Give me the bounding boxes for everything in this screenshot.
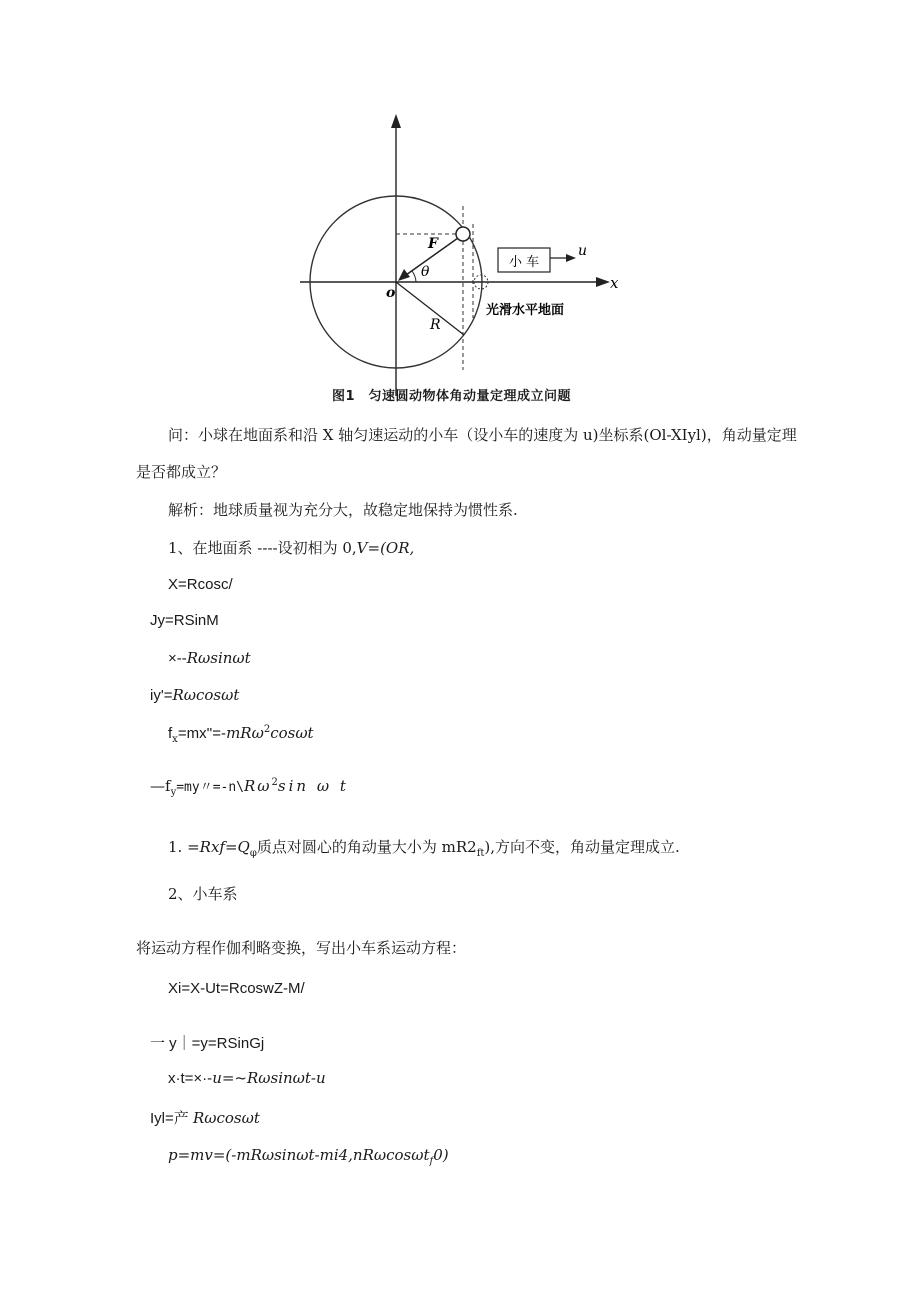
figure-caption: 图1 匀速圆动物体角动量定理成立问题 [332,389,572,404]
section1-heading [168,537,414,558]
circular-motion-figure [290,108,630,408]
force-label: F [428,236,438,252]
conclusion-1-text: 质点对圆心的角动量大小为 mR2 [256,838,477,856]
section2-heading: 2、小车系 [168,885,238,903]
conclusion-1-number: 1. = [168,838,200,856]
equation-x: X=Rcosc/ [168,576,233,593]
equation-fx [168,724,314,745]
equation-fy-sup: 2 [271,777,278,788]
angle-label: θ [421,264,430,280]
equation-vy [150,686,239,704]
radius-label: R [430,317,441,333]
equation-y: Jy=RSinM [150,612,219,629]
equation-vxi-prefix: x·t=×·- [168,1070,213,1087]
equation-fy-formula: Rω [244,777,272,795]
equation-fx-sub: x [172,734,178,745]
equation-momentum-formula: p=mv=(-mRωsinωt-mi4,nRωcosωt [168,1146,430,1164]
equation-vyi-formula: Rωcosωt [192,1109,260,1127]
transform-line: 将运动方程作伽利略变换，写出小车系运动方程： [136,939,467,957]
question-continuation: 是否都成立？ [136,463,227,481]
origin-label: o [386,285,396,301]
section1-heading-text: 1、在地面系 ----设初相为 0, [168,539,357,557]
equation-fy-sub: y [170,787,177,798]
equation-momentum [168,1146,449,1167]
equation-vx-prefix: ×-- [168,650,187,667]
conclusion-1 [168,836,680,859]
equation-fy-end: sin ω t [277,777,349,795]
equation-fx-mid: =mx''=- [177,725,227,742]
section1-heading-formula: V=(OR, [356,539,415,557]
equation-yi: 一 y｜=y=RSinGj [150,1035,265,1052]
analysis-line: 解析：地球质量视为充分大，故稳定地保持为惯性系. [168,501,518,519]
equation-momentum-sub: f [429,1156,434,1167]
equation-xi: Xi=X-Ut=RcoswZ-M/ [168,980,305,997]
conclusion-1-sub2: ft [476,848,485,859]
equation-fx-f: f [168,725,173,742]
equation-vxi [168,1069,326,1087]
ball [456,227,470,241]
equation-vyi-prefix: Iyl=产 [150,1110,193,1127]
equation-vy-prefix: iy'= [150,687,173,704]
equation-vxi-formula: u=~Rωsinωt-u [212,1069,326,1087]
conclusion-1-formula: Rxf=Q [199,838,250,856]
equation-vy-formula: Rωcosωt [172,686,240,704]
equation-fx-end: cosωt [270,724,314,742]
x-axis-label: x [610,274,619,292]
force-arrowhead [398,269,410,281]
equation-momentum-end: 0) [433,1146,449,1164]
conclusion-1-sub: φ [249,848,257,859]
equation-fy-mid: =my〃=-n\ [176,780,245,795]
figure-svg [290,108,630,408]
equation-fx-formula: mRω [226,724,264,742]
equation-fy-f: —f [150,777,171,795]
equation-vyi [150,1107,260,1128]
question-line: 问：小球在地面系和沿 X 轴匀速运动的小车（设小车的速度为 u)坐标系(Ol-XIyl)，角动量定理 [168,426,797,444]
equation-vx-formula: Rωsinωt [186,649,251,667]
equation-fx-sup: 2 [263,724,271,735]
equation-fy [150,776,349,798]
x-axis-arrow [596,277,610,287]
equation-vx [168,649,251,667]
velocity-arrowhead [566,254,576,262]
cart-label: 小 车 [509,255,540,270]
conclusion-1-end: ),方向不变，角动量定理成立. [484,838,680,856]
y-axis-arrow [391,114,401,128]
angle-arc [412,271,416,282]
ground-label: 光滑水平地面 [486,303,565,318]
velocity-label: u [578,243,588,259]
